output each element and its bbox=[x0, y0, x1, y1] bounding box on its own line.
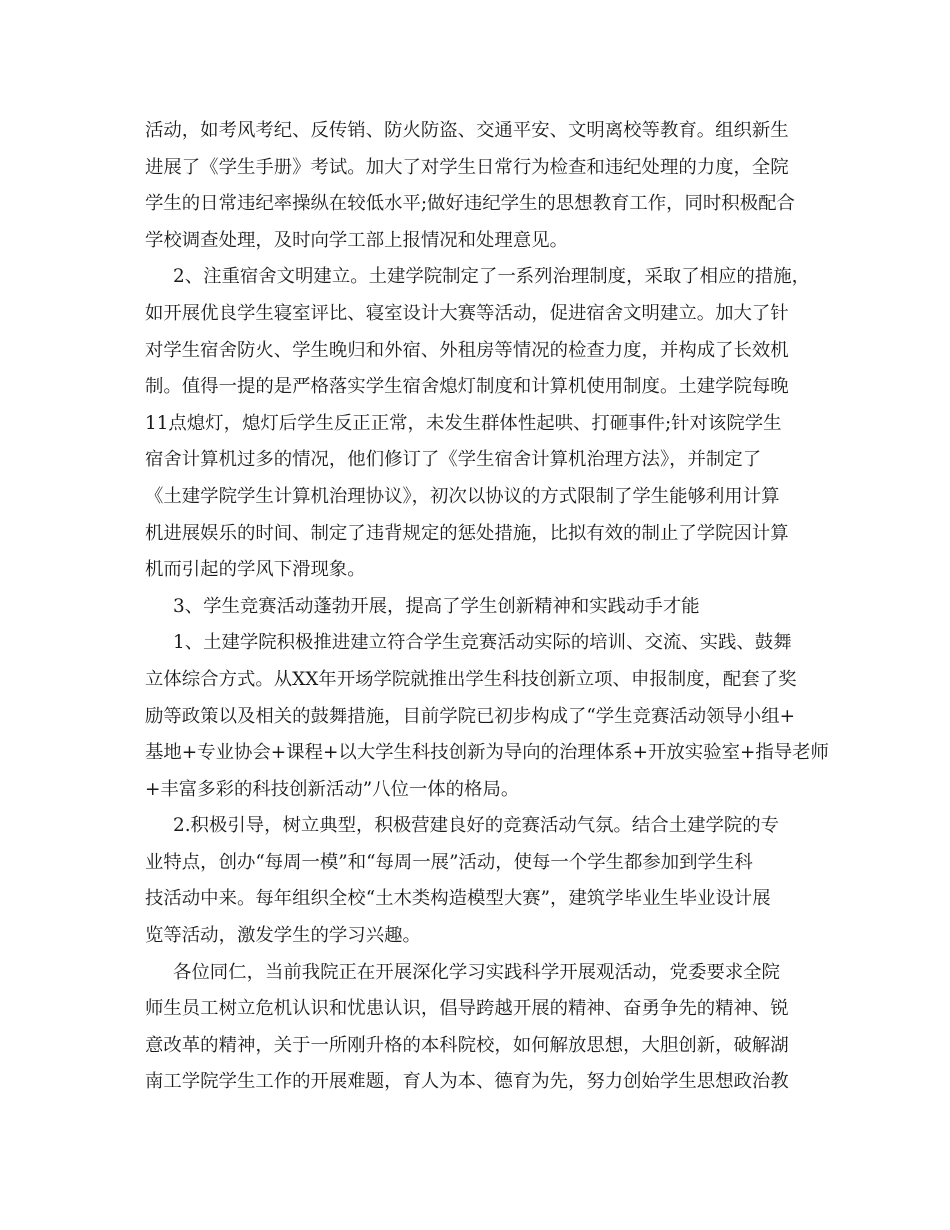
text-line: 机进展娱乐的时间、制定了违背规定的惩处措施，比拟有效的制止了学院因计算 bbox=[145, 522, 789, 544]
text-line: 意改革的精神，关于一所刚升格的本科院校，如何解放思想，大胆创新，破解湖 bbox=[145, 1034, 789, 1056]
text-line: 对学生宿舍防火、学生晚归和外宿、外租房等情况的检查力度，并构成了长效机 bbox=[145, 339, 789, 361]
text-line: 活动，如考风考纪、反传销、防火防盗、交通平安、文明离校等教育。组织新生 bbox=[145, 120, 789, 141]
text-line: 基地+专业协会+课程+以大学生科技创新为导向的治理体系+开放实验室+指导老师 bbox=[145, 742, 829, 764]
text-line: 《土建学院学生计算机治理协议》，初次以协议的方式限制了学生能够利用计算 bbox=[145, 485, 780, 507]
text-line: 师生员工树立危机认识和忧患认识，倡导跨越开展的精神、奋勇争先的精神、锐 bbox=[145, 998, 789, 1020]
section-heading: 3、学生竞赛活动蓬勃开展，提高了学生创新精神和实践动手才能 bbox=[173, 595, 700, 617]
text-line: 制。值得一提的是严格落实学生宿舍熄灯制度和计算机使用制度。土建学院每晚 bbox=[145, 376, 789, 398]
text-line: 学生的日常违纪率操纵在较低水平;做好违纪学生的思想教育工作，同时积极配合 bbox=[145, 193, 795, 215]
paragraph-start-line: 各位同仁，当前我院正在开展深化学习实践科学开展观活动，党委要求全院 bbox=[173, 961, 780, 983]
text-line: 如开展优良学生寝室评比、寝室设计大赛等活动，促进宿舍文明建立。加大了针 bbox=[145, 302, 789, 324]
text-line: 11点熄灯，熄灯后学生反正正常，未发生群体性起哄、打砸事件;针对该院学生 bbox=[145, 412, 782, 434]
text-line: 技活动中来。每年组织全校“土木类构造模型大赛”，建筑学毕业生毕业设计展 bbox=[145, 888, 771, 910]
text-line: 学校调查处理，及时向学工部上报情况和处理意见。 bbox=[145, 229, 568, 251]
text-line: 业特点，创办“每周一模”和“每周一展”活动，使每一个学生都参加到学生科 bbox=[145, 851, 753, 873]
paragraph-start-line: 2.积极引导，树立典型，积极营建良好的竞赛活动气氛。结合土建学院的专 bbox=[173, 815, 780, 837]
text-line: 立体综合方式。从XX年开场学院就推出学生科技创新立项、申报制度，配套了奖 bbox=[145, 668, 797, 690]
text-line: 宿舍计算机过多的情况，他们修订了《学生宿舍计算机治理方法》，并制定了 bbox=[145, 449, 762, 471]
text-line: 进展了《学生手册》考试。加大了对学生日常行为检查和违纪处理的力度，全院 bbox=[145, 156, 789, 178]
text-line: +丰富多彩的科技创新活动”八位一体的格局。 bbox=[145, 778, 520, 800]
text-line: 励等政策以及相关的鼓舞措施，目前学院已初步构成了“学生竞赛活动领导小组+ bbox=[145, 705, 796, 727]
text-line: 机而引起的学风下滑现象。 bbox=[145, 559, 366, 581]
paragraph-start-line: 1、土建学院积极推进建立符合学生竞赛活动实际的培训、交流、实践、鼓舞 bbox=[173, 632, 792, 654]
paragraph-start-line: 2、注重宿舍文明建立。土建学院制定了一系列治理制度，采取了相应的措施， bbox=[173, 266, 810, 288]
text-line: 南工学院学生工作的开展难题，育人为本、德育为先，努力创始学生思想政治教 bbox=[145, 1071, 789, 1093]
text-line: 览等活动，激发学生的学习兴趣。 bbox=[145, 925, 421, 947]
document-body bbox=[145, 113, 835, 1101]
